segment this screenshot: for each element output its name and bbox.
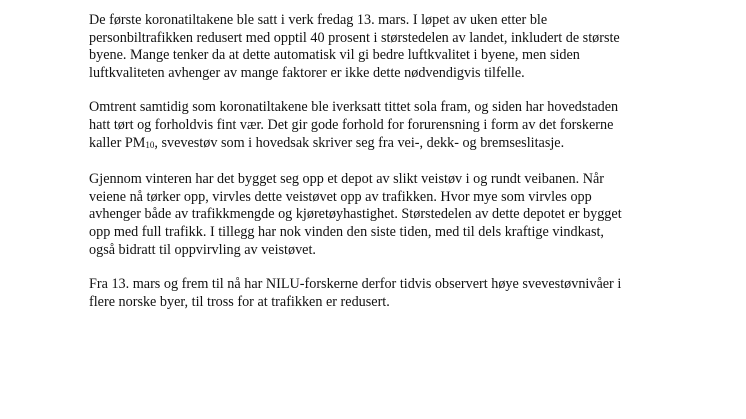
paragraph-2	[89, 99, 669, 154]
paragraph-3: Gjennom vinteren har det bygget seg opp et depot av slikt veistøv i og rundt veibanen. Når veiene nå tørker opp, virvles dette veistøvet opp av trafikken. Hvor mye som virvles opp avhenger både av trafikkmengde og kjøretøyhastighet. Størstedelen av dette depotet er bygget opp med full trafikk. I tillegg har nok vinden den siste tiden, med til dels kraftige vindkast, også bidratt til oppvirvling av veistøvet.	[89, 171, 622, 258]
paragraph-4: Fra 13. mars og frem til nå har NILU-forskerne derfor tidvis observert høye svevestøvnivåer i flere norske byer, til tross for at trafikken er redusert.	[89, 276, 622, 310]
pm-subscript: 10	[145, 139, 155, 150]
paragraph-2-text: Omtrent samtidig som koronatiltakene ble iverksatt tittet sola fram, og siden har hovedstaden hatt tørt og forholdvis fint vær. Det gir gode forhold for forurensning i form av det forskerne kaller PM	[89, 99, 619, 151]
paragraph-1: De første koronatiltakene ble satt i verk fredag 13. mars. I løpet av uken etter ble personbiltrafikken redusert med opptil 40 prosent i størstedelen av landet, inkludert de største byene. Mange tenker da at dette automatisk vil gi bedre luftkvalitet i byene, men siden luftkvaliteten avhenger av mange faktorer er ikke dette nødvendigvis tilfelle.	[89, 12, 620, 81]
paragraph-2-text-continued: , svevestøv som i hovedsak skriver seg fra vei-, dekk- og bremseslitasje.	[154, 134, 565, 151]
document-body	[89, 12, 669, 328]
